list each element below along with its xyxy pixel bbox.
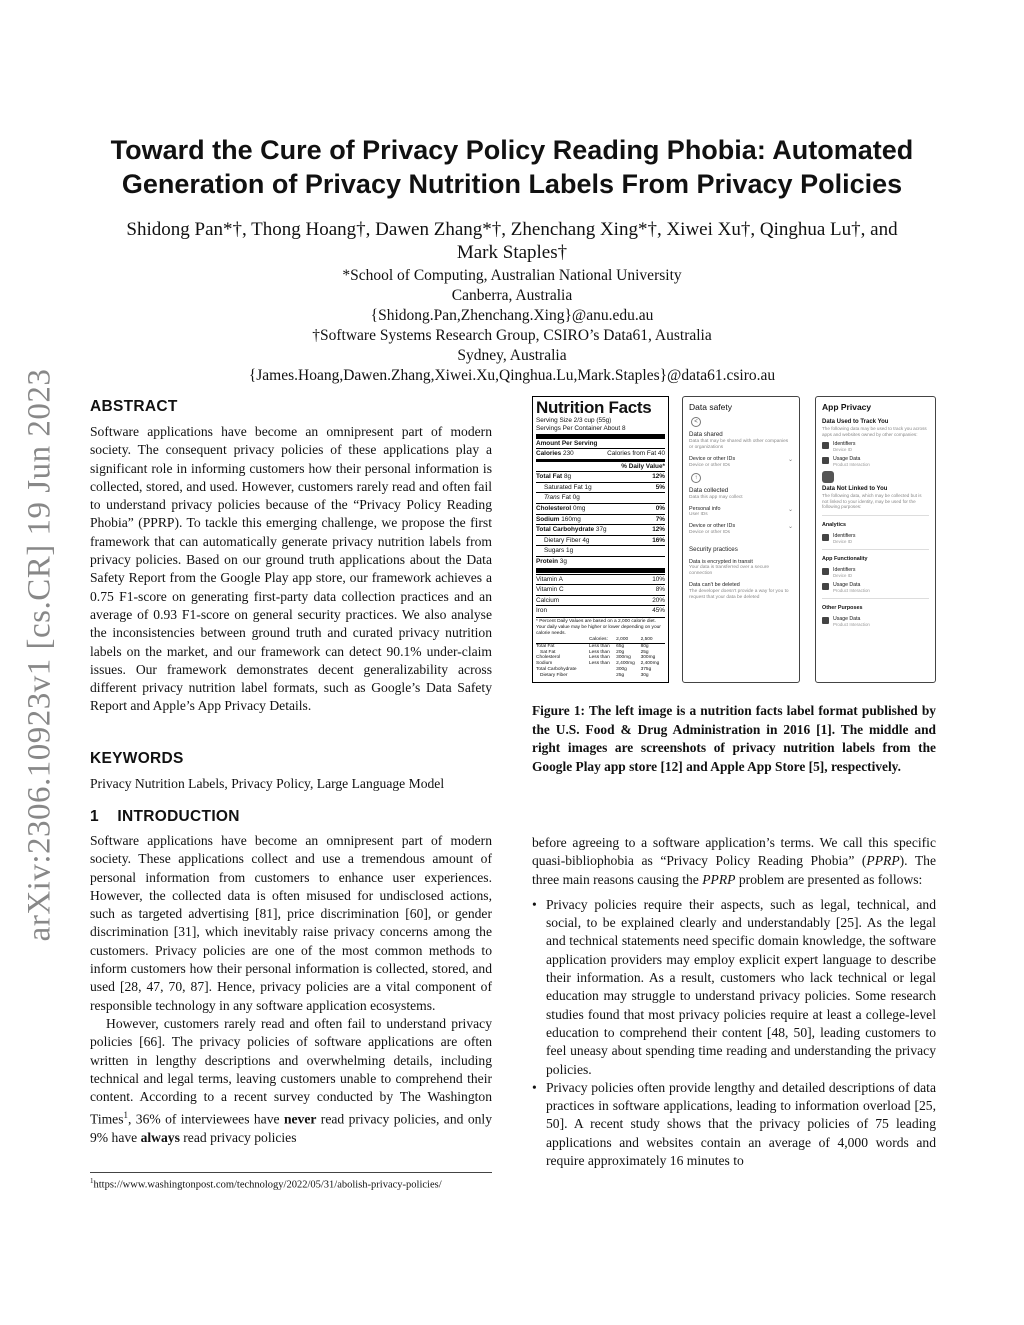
affiliation-line: †Software Systems Research Group, CSIRO’s Data61, Australia xyxy=(312,327,712,344)
collected-personal-info: Personal info User IDs ⌄ xyxy=(689,505,793,517)
keywords-heading: KEYWORDS xyxy=(90,750,184,767)
reason-bullet-1: • Privacy policies require their aspects, such as legal, technical, and social, to be explained clearly and understandably [25]. As the legal and technical statements need specific domain knowledge, the software application providers may employ explicit expert language to describe their information. As a result, customers who lack technical or legal education may struggle to understand privacy policies. Some research studies found that most privacy policies require at least a college-level education to comprehend their content [48, 50], leading customers to feel uneasy about spending time reading and understanding the privacy policies. xyxy=(532,896,936,1079)
analytics-heading: Analytics xyxy=(822,521,846,528)
nutrient-row: Cholesterol 0mg 0% xyxy=(536,504,665,512)
identifiers-icon xyxy=(822,568,829,575)
figure-1 xyxy=(532,396,936,684)
nutrient-rows xyxy=(536,471,665,566)
data-collected-heading: Data collected xyxy=(689,486,729,494)
affiliation-line: Canberra, Australia xyxy=(451,287,573,304)
security-practices-heading: Security practices xyxy=(689,545,738,553)
track-you-heading: Data Used to Track You xyxy=(822,419,889,425)
usage-data-icon xyxy=(822,457,829,464)
data-safety-title: Data safety xyxy=(689,402,732,412)
nutrition-title: Nutrition Facts xyxy=(536,398,652,417)
vitamin-row: Vitamin C 8% xyxy=(536,586,665,594)
data-collected-desc: Data this app may collect xyxy=(689,494,743,500)
other-usage: Usage Data Product Interaction xyxy=(822,616,929,627)
affiliation-line: *School of Computing, Australian National University xyxy=(342,267,682,284)
identifiers-icon xyxy=(822,442,829,449)
affiliation-line: {James.Hoang,Dawen.Zhang,Xiwei.Xu,Qinghua.Lu,Mark.Staples}@data61.csiro.au xyxy=(248,367,776,384)
keywords-text: Privacy Nutrition Labels, Privacy Policy, Large Language Model xyxy=(90,776,445,791)
daily-values-row: Cholesterol Less than 300mg 300mg xyxy=(536,655,656,661)
title-line-2: Generation of Privacy Nutrition Labels From Privacy Policies xyxy=(121,169,903,199)
calories-row: Calories 230 Calories from Fat 40 xyxy=(536,450,665,457)
author-list xyxy=(100,218,924,264)
not-linked-heading: Data Not Linked to You xyxy=(822,486,888,493)
nutrient-row: Total Fat 8g 12% xyxy=(536,473,665,481)
nutrient-row: Dietary Fiber 4g 16% xyxy=(536,535,665,546)
data-cannot-be-deleted: Data can't be deleted The developer doesn't provide a way for you to request that your data be deleted xyxy=(689,582,789,600)
daily-values-row: Total Fat Less than 65g 80g xyxy=(536,643,649,649)
pprp-paragraph: before agreeing to a software application’s terms. We call this specific quasi-bibliophobia as “Privacy Policy Reading Phobia” (PPRP). The three main reasons causing the PPRP problem are presented as follows: xyxy=(532,835,936,887)
other-purposes-heading: Other Purposes xyxy=(822,604,863,611)
nutrient-row: Saturated Fat 1g 5% xyxy=(536,482,665,493)
daily-values-table: Calories: 2,000 2,500 Total Fat Less than 65g 80g Sat Fat Less than 20g 25g Cholesterol Less than 300mg 300mg Sodium Less than 2,400mg 2,400mg Total Carbohydrate 300g 375g Dietary Fiber 25g 30g xyxy=(536,637,665,679)
reason-bullet-2: • Privacy policies often provide lengthy and detailed descriptions of data practices in software applications, leading to information overload [25, 50]. A recent study shows that the privacy policies of 75 leading applications and websites contain an average of 4,000 words and require approximately 16 minutes to xyxy=(532,1079,936,1170)
identifiers-icon xyxy=(822,534,829,541)
intro-paragraph-2: However, customers rarely read and often fail to understand privacy policies [66]. The privacy policies of software applications are often written in lengthy descriptions and overwhelming details, including technical and legal terms, leaving customers unable to comprehend their content. According to a recent survey conducted by The Washington Times$^1$, 36% of interviewees have never read privacy policies, and only 9% have always read privacy policies xyxy=(90,1015,492,1146)
not-linked-icon xyxy=(822,471,834,483)
collected-device-ids: Device or other IDs Device or other IDs ⌄ xyxy=(689,523,793,535)
introduction-heading: 1 INTRODUCTION xyxy=(90,808,240,825)
nutrient-row: Total Carbohydrate 37g 12% xyxy=(536,526,665,534)
authors-line-2: Mark Staples† xyxy=(456,242,568,263)
vitamin-rows xyxy=(536,574,665,616)
reasons-list xyxy=(532,896,936,1170)
amount-per-serving: Amount Per Serving xyxy=(536,440,598,447)
cloud-upload-icon: ↑ xyxy=(691,473,701,483)
app-functionality-heading: App Functionality xyxy=(822,555,868,562)
vitamin-row: Calcium 20% xyxy=(536,596,665,604)
encrypted-in-transit: Data is encrypted in transit Your data is transferred over a secure connection xyxy=(689,558,770,576)
servings-per-container: Servings Per Container About 8 xyxy=(536,425,626,432)
paper-title xyxy=(80,133,944,201)
abstract-heading: ABSTRACT xyxy=(90,398,178,415)
functionality-identifiers: Identifiers Device ID xyxy=(822,567,929,578)
analytics-identifiers: Identifiers Device ID xyxy=(822,533,929,544)
chevron-down-icon: ⌄ xyxy=(787,457,793,463)
nutrient-row: Sodium 160mg 7% xyxy=(536,515,665,523)
chevron-down-icon: ⌄ xyxy=(787,524,793,530)
vitamin-row: Vitamin A 10% xyxy=(536,575,665,583)
usage-data-item: Usage Data Product Interaction xyxy=(822,456,929,467)
data-shared-desc: Data that may be shared with other companies or organizations xyxy=(689,439,789,450)
nutrition-facts-label xyxy=(532,396,669,683)
authors-line-1: Shidong Pan*†, Thong Hoang†, Dawen Zhang*†, Zhenchang Xing*†, Xiwei Xu†, Qinghua Lu†, and xyxy=(126,219,898,240)
usage-data-icon xyxy=(822,583,829,590)
apple-app-privacy-screenshot xyxy=(815,396,936,683)
shared-device-ids: Device or other IDs Device or other IDs ⌄ xyxy=(689,456,793,468)
track-you-desc: The following data may be used to track you across apps and websites owned by other companies: xyxy=(822,426,927,437)
daily-values-row: Dietary Fiber 25g 30g xyxy=(540,672,649,678)
keywords-section xyxy=(90,750,492,793)
data-shared-heading: Data shared xyxy=(689,431,723,438)
footnote-url[interactable]: https://www.washingtonpost.com/technology/2022/05/31/abolish-privacy-policies/ xyxy=(93,1179,442,1191)
identifiers-item: Identifiers Device ID xyxy=(822,441,929,452)
right-column-text xyxy=(532,834,936,1170)
figure-caption: Figure 1: The left image is a nutrition facts label format published by the U.S. Food & Drug Administration in 2016 [1]. The middle and right images are screenshots of privacy nutrition labels from the Google Play app store [12] and Apple App Store [5], respectively. xyxy=(532,703,936,774)
vitamin-row: Iron 45% xyxy=(536,607,665,615)
intro-paragraph-1: Software applications have become an omnipresent part of modern society. These applications collect and use a tremendous amount of personal information from customers to enhance user experiences. However, the collected data is often misused for undisclosed actions, such as targeted advertising [81], price discrimination [60], or gender discrimination [31], which inevitably raise privacy concerns among the customers. Privacy policies are one of the most common methods to inform customers how their personal information is collected, stored, and used [28, 47, 70, 87]. Hence, privacy policies are a vital component of responsible technology in any software application ecosystems. xyxy=(90,833,492,1013)
affiliation-line: Sydney, Australia xyxy=(457,347,567,364)
affiliation-line: {Shidong.Pan,Zhenchang.Xing}@anu.edu.au xyxy=(370,307,654,324)
chevron-down-icon: ⌄ xyxy=(787,506,793,513)
usage-data-icon xyxy=(822,617,829,624)
nutrient-row: Trans Fat 0g xyxy=(536,492,665,503)
google-data-safety-screenshot xyxy=(682,396,800,683)
title-line-1: Toward the Cure of Privacy Policy Reading Phobia: Automated xyxy=(110,135,914,165)
nutrient-row: Protein 3g xyxy=(536,556,665,567)
abstract-text: Software applications have become an omnipresent part of modern society. The consequent privacy policies of these applications play a significant role in informing customers how their personal information is collected, stored, and used. However, customers rarely read and often fail to understand privacy policies because of the “Privacy Policy Reading Phobia” (PPRP). To tackle this emerging challenge, we propose the first framework that can automatically generate privacy nutrition labels from privacy policies. Based on our ground truth applications about the Data Safety Report from the Google Play app store, our framework achieves a 0.75 F1-score on generating first-party data collection practices and an average of 0.93 F1-score on general security practices. We also analyse the inconsistencies between ground truth and curated privacy nutrition labels on the market, and our framework can detect 90.1% under-claim issues. Our framework demonstrates decent generalizability across different privacy nutrition label formats, such as Google’s Data Safety Report and Apple’s App Privacy Details. xyxy=(90,424,492,714)
app-privacy-title: App Privacy xyxy=(822,402,872,412)
serving-size: Serving Size 2/3 cup (55g) xyxy=(536,417,612,424)
functionality-usage: Usage Data Product Interaction xyxy=(822,582,929,593)
daily-values-row: Sat Fat Less than 20g 25g xyxy=(540,649,649,655)
abstract-section xyxy=(90,398,492,716)
footnote: $^1$https://www.washingtonpost.com/technology/2022/05/31/abolish-privacy-policies/ xyxy=(90,1172,492,1192)
arxiv-identifier: arXiv:2306.10923v1 [cs.CR] 19 Jun 2023 xyxy=(21,368,58,942)
daily-values-row: Total Carbohydrate 300g 375g xyxy=(536,666,652,672)
nutrient-row: Sugars 1g xyxy=(536,545,665,556)
daily-value-header: % Daily Value* xyxy=(621,462,665,470)
arxiv-sidebar xyxy=(0,355,80,955)
nutrition-footnote: * Percent Daily Values are based on a 2,000 calorie diet. Your daily value may be higher or lower depending on your calorie needs. xyxy=(536,618,661,636)
not-linked-desc: The following data, which may be collected but is not linked to your identity, may be used for the following purposes: xyxy=(822,493,922,510)
daily-values-row: Sodium Less than 2,400mg 2,400mg xyxy=(536,661,660,667)
affiliations xyxy=(100,266,924,386)
share-icon: < xyxy=(691,417,701,427)
introduction-section xyxy=(90,808,492,1148)
